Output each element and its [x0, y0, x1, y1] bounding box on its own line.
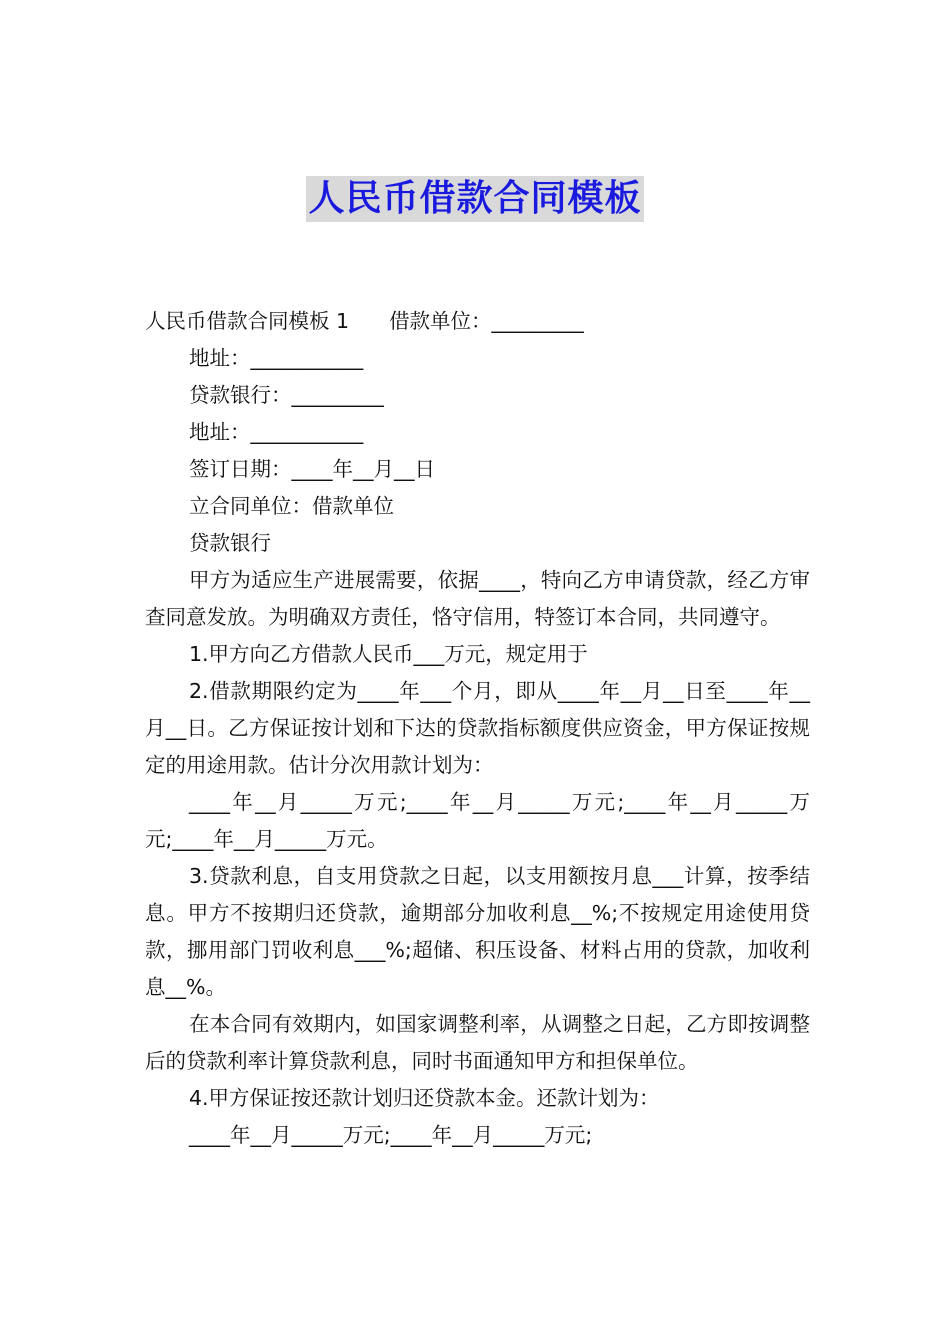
- contract-name: 人民币借款合同模板 1: [145, 309, 350, 333]
- borrower-address-field: 地址：___________: [189, 346, 364, 370]
- lender-bank-field: 贷款银行：_________: [189, 383, 384, 407]
- document-body: [145, 303, 810, 1154]
- preamble-paragraph: 甲方为适应生产进展需要，依据____，特向乙方申请贷款，经乙方审查同意发放。为明确双方责任，恪守信用，特签订本合同，共同遵守。: [145, 568, 810, 629]
- signing-date-field: 签订日期：____年__月__日: [189, 457, 435, 481]
- clause-4: 4.甲方保证按还款计划归还贷款本金。还款计划为：: [189, 1086, 660, 1110]
- document-title: 人民币借款合同模板: [306, 176, 643, 222]
- clause-3: 3.贷款利息，自支用贷款之日起，以支用额按月息___计算，按季结息。甲方不按期归还贷款，逾期部分加收利息__%;不按规定用途使用贷款，挪用部门罚收利息___%;超储、积压设备、材料占用的贷款，加收利息__%。: [145, 864, 810, 999]
- clause-1: 1.甲方向乙方借款人民币___万元，规定用于: [189, 642, 588, 666]
- borrower-field: 借款单位：_________: [389, 309, 584, 333]
- rate-adjustment-paragraph: 在本合同有效期内，如国家调整利率，从调整之日起，乙方即按调整后的贷款利率计算贷款利息，同时书面通知甲方和担保单位。: [145, 1012, 810, 1073]
- title-container: [0, 176, 950, 222]
- repayment-schedule: ____年__月_____万元;____年__月_____万元;: [189, 1123, 593, 1147]
- lender-line: 贷款银行: [189, 531, 271, 555]
- header-line: [145, 303, 810, 340]
- clause-2: 2.借款期限约定为____年___个月，即从____年__月__日至____年__月__日。乙方保证按计划和下达的贷款指标额度供应资金，甲方保证按规定的用途用款。估计分次用款计划为：: [145, 679, 810, 777]
- lender-address-field: 地址：___________: [189, 420, 364, 444]
- parties-line: 立合同单位：借款单位: [189, 494, 394, 518]
- drawdown-schedule: ____年__月_____万元;____年__月_____万元;____年__月_____万元;____年__月_____万元。: [145, 790, 810, 851]
